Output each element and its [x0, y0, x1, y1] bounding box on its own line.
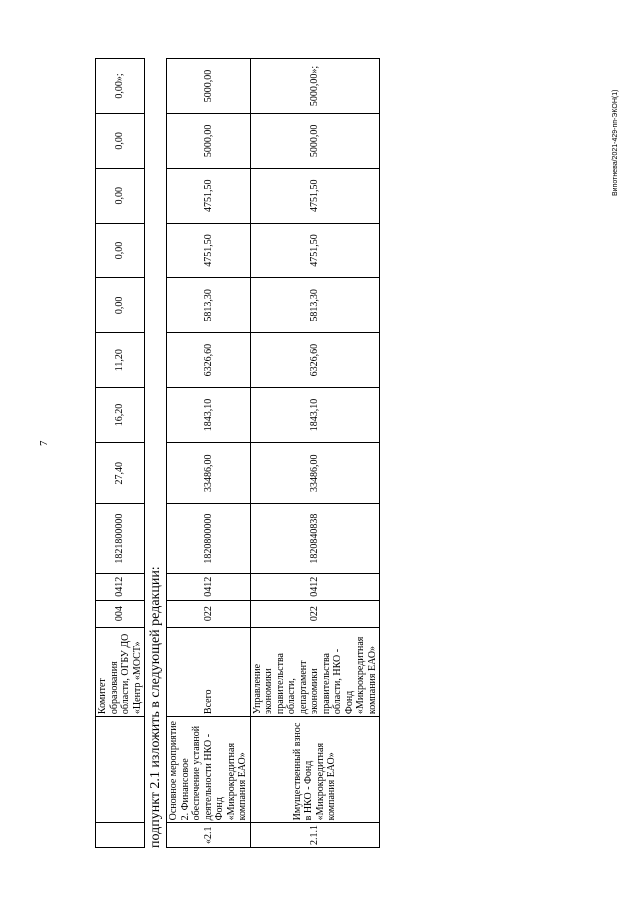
cell-total: 33486,00 [167, 442, 251, 504]
cell-grbs: 004 [96, 600, 145, 627]
cell-y7: 0,00»; [96, 59, 145, 114]
cell-num: «2.1 [167, 823, 251, 848]
cell-y5: 0,00 [96, 168, 145, 223]
cell-y4: 4751,50 [167, 223, 251, 278]
cell-y2: 11,20 [96, 333, 145, 388]
cell-num: 2.1.1 [250, 823, 380, 848]
page-number: 7 [38, 440, 50, 446]
cell-y5: 4751,50 [250, 168, 380, 223]
budget-table-top [95, 58, 145, 848]
cell-executor: Всего [167, 627, 251, 717]
cell-rzpr: 0412 [167, 573, 251, 600]
cell-y5: 4751,50 [167, 168, 251, 223]
cell-total: 27,40 [96, 442, 145, 504]
cell-y1: 1843,10 [167, 388, 251, 443]
cell-y7: 5000,00»; [250, 59, 380, 114]
cell-y6: 0,00 [96, 113, 145, 168]
cell-csr: 1820800000 [167, 504, 251, 573]
cell-y4: 0,00 [96, 223, 145, 278]
cell-y4: 4751,50 [250, 223, 380, 278]
cell-executor: Управление экономики правительства области, департамент экономики правительства области, НКО - Фонд «Микрокредитная компания ЕАО» [250, 627, 380, 717]
cell-rzpr: 0412 [250, 573, 380, 600]
cell-executor: Комитет образования области, ОГБУ ДО «Центр «МОСТ» [96, 627, 145, 717]
cell-grbs: 022 [250, 600, 380, 627]
cell-y3: 5813,30 [167, 278, 251, 333]
cell-y6: 5000,00 [167, 113, 251, 168]
cell-y1: 1843,10 [250, 388, 380, 443]
cell-name [96, 717, 145, 823]
cell-grbs: 022 [167, 600, 251, 627]
cell-y2: 6326,60 [167, 333, 251, 388]
cell-rzpr: 0412 [96, 573, 145, 600]
cell-csr: 1820840838 [250, 504, 380, 573]
cell-y3: 0,00 [96, 278, 145, 333]
cell-name: Имущественный взнос в НКО - Фонд «Микрокредитная компания ЕАО» [250, 717, 380, 823]
table-row [96, 59, 145, 848]
cell-num [96, 823, 145, 848]
cell-y7: 5000,00 [167, 59, 251, 114]
table-row [167, 59, 251, 848]
cell-y2: 6326,60 [250, 333, 380, 388]
section-heading: подпункт 2.1 изложить в следующей редакции: [148, 566, 163, 848]
rotated-page-content [95, 58, 380, 848]
cell-csr: 1821800000 [96, 504, 145, 573]
table-row [250, 59, 380, 848]
document-footer-id: Випотнева/2021-429-пп-ЭКОН(1) [612, 89, 619, 196]
cell-total: 33486,00 [250, 442, 380, 504]
cell-y1: 16,20 [96, 388, 145, 443]
cell-name: Основное мероприятие 2. Финансовое обеспечение уставной деятельности НКО - Фонд «Микрокредитная компания ЕАО» [167, 717, 251, 823]
budget-table-main [166, 58, 380, 848]
cell-y3: 5813,30 [250, 278, 380, 333]
cell-y6: 5000,00 [250, 113, 380, 168]
